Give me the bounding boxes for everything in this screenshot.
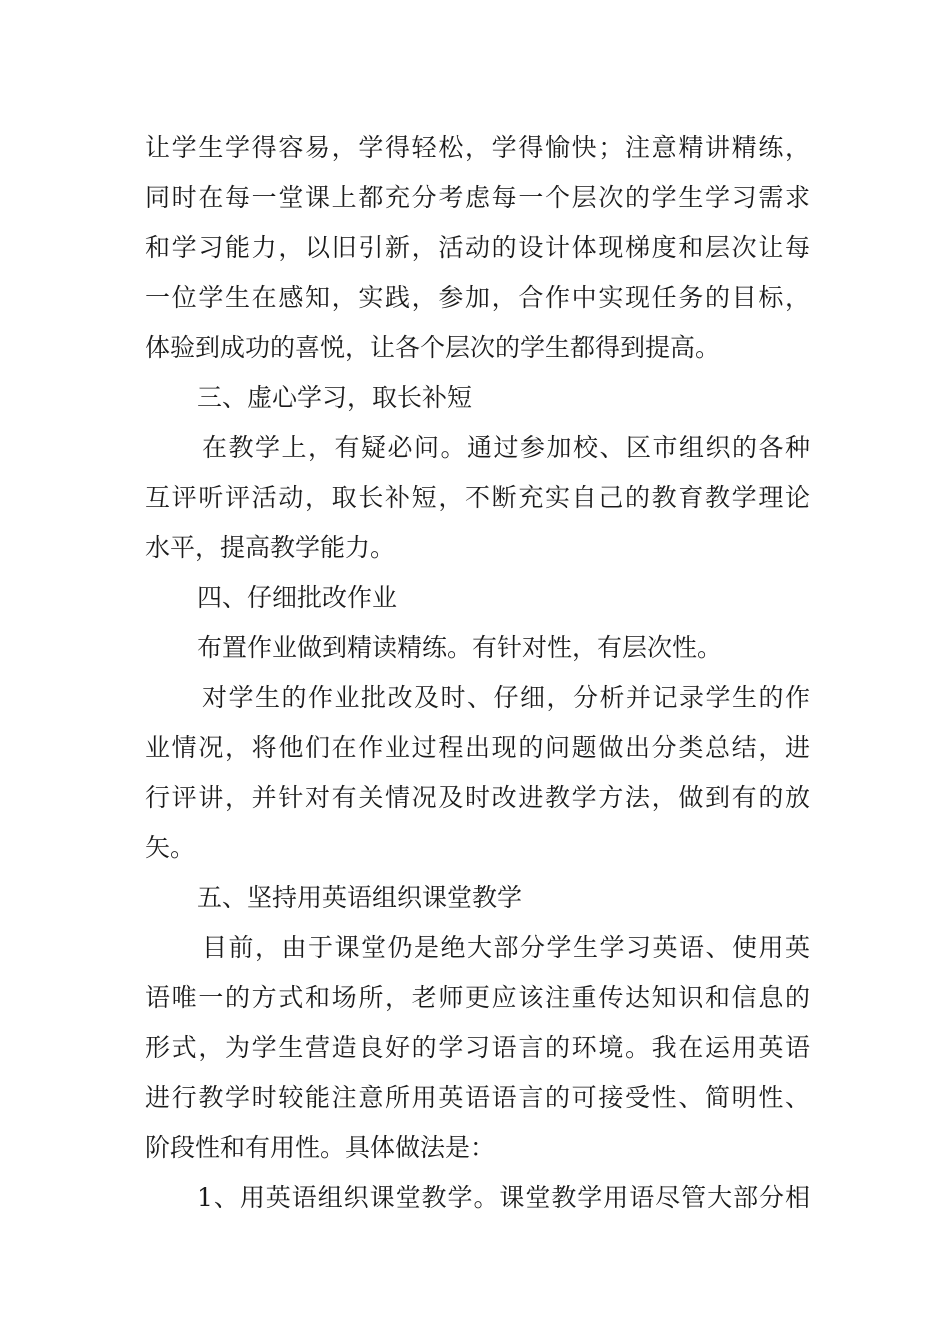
section-heading: 四、仔细批改作业 [197, 583, 398, 612]
body-text-line: 1、用英语组织课堂教学。课堂教学用语尽管大部分相 [197, 1183, 810, 1212]
body-text-line: 目前，由于课堂仍是绝大部分学生学习英语、使用英 [202, 933, 810, 962]
body-text-line: 在教学上，有疑必问。通过参加校、区市组织的各种 [202, 433, 810, 462]
body-text-line: 同时在每一堂课上都充分考虑每一个层次的学生学习需求 [145, 183, 810, 212]
body-text-line: 矢。 [145, 833, 196, 862]
body-text-line: 进行教学时较能注意所用英语语言的可接受性、简明性、 [145, 1083, 810, 1112]
section-heading: 三、虚心学习，取长补短 [197, 383, 473, 412]
body-text-line: 业情况，将他们在作业过程出现的问题做出分类总结，进 [145, 733, 810, 762]
body-text-line: 对学生的作业批改及时、仔细，分析并记录学生的作 [202, 683, 810, 712]
body-text-line: 语唯一的方式和场所，老师更应该注重传达知识和信息的 [145, 983, 810, 1012]
body-text-line: 体验到成功的喜悦，让各个层次的学生都得到提高。 [145, 333, 721, 362]
body-text-line: 形式，为学生营造良好的学习语言的环境。我在运用英语 [145, 1033, 810, 1062]
body-text-line: 阶段性和有用性。具体做法是： [145, 1133, 496, 1162]
body-text-line: 行评讲，并针对有关情况及时改进教学方法，做到有的放 [145, 783, 810, 812]
section-heading: 五、坚持用英语组织课堂教学 [197, 883, 523, 912]
body-text-line: 水平，提高教学能力。 [145, 533, 396, 562]
body-text-line: 布置作业做到精读精练。有针对性，有层次性。 [197, 633, 723, 662]
body-text-line: 和学习能力，以旧引新，活动的设计体现梯度和层次让每 [145, 233, 810, 262]
body-text-line: 互评听评活动，取长补短，不断充实自己的教育教学理论 [145, 483, 810, 512]
body-text-line: 让学生学得容易，学得轻松，学得愉快；注意精讲精练， [145, 133, 810, 162]
body-text-line: 一位学生在感知，实践，参加，合作中实现任务的目标， [145, 283, 810, 312]
